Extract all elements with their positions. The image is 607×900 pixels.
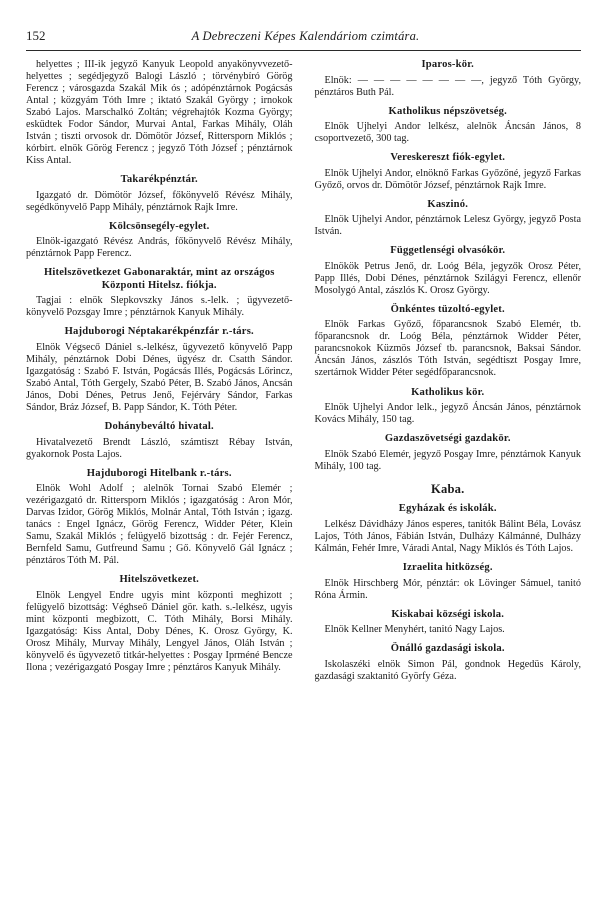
section-heading: Kaszinó. <box>427 198 469 210</box>
body-paragraph: Elnök Ujhelyi Andor, pénztárnok Lelesz György, jegyző Posta István. <box>314 214 581 238</box>
body-paragraph: Elnök-igazgató Révész András, főkönyvelő Révész Mihály, pénztárnok Papp Ferencz. <box>26 236 293 260</box>
section-heading: Önkéntes tüzoltó-egylet. <box>390 303 505 315</box>
body-paragraph: Elnök Farkas Győző, főparancsnok Szabó Elemér, tb. főparancsnok dr. Loóg Béla, pénztárnok Widder Péter, parancsnokok Küzmös József tb. parancsnok, Baksai Sándor. Áncsán János, zászlós Tóth István, segédtiszt Posgay Imre, szertárnok Widder Péter segédfőparancsnok. <box>314 319 581 379</box>
section-heading: Hitelszövetkezet Gabonaraktár, mint az országos Központi Hitelsz. fiókja. <box>43 267 275 291</box>
body-paragraph: Elnök Ujhelyi Andor lelkész, alelnök Áncsán János, 8 csoportvezető, 300 tag. <box>314 121 581 145</box>
section-heading: Kölcsönsegély-egylet. <box>109 220 210 232</box>
section-heading: Dohánybeváltó hivatal. <box>104 421 214 433</box>
section-heading: Függetlenségi olvasókör. <box>390 245 506 257</box>
section-heading: Kaba. <box>430 481 465 496</box>
section-heading: Hajduborogi Hitelbank r.-társ. <box>86 467 232 479</box>
running-title: A Debreczeni Képes Kalendáriom czimtára. <box>191 29 420 43</box>
column-right <box>304 59 582 891</box>
section-heading: Izraelita hitközség. <box>402 562 493 574</box>
body-paragraph: Iskolaszéki elnök Simon Pál, gondnok Hegedüs Károly, gazdasági szaktanitó Györfy Géza. <box>314 658 581 682</box>
body-paragraph: Elnökök Petrus Jenő, dr. Loóg Béla, jegyzők Orosz Péter, Papp Illés, Dobi Dénes, pénztárnok Szilágyi Ferencz, ellenőr Mosolygó Antal, zászlós K. Orosz György. <box>314 260 581 296</box>
body-paragraph: Lelkész Dávidházy János esperes, tanitók Bálint Béla, Lovász Lajos, Tóth János, Fábián István, Dulházy Kálmánné, Dulházy Kálmán, Fehér Imre, Váradi Antal, Nagy Miklós és Tóth Lajos. <box>314 518 581 555</box>
body-paragraph: Hivatalvezető Brendt László, számtiszt Rébay István, gyakornok Posta Lajos. <box>26 436 293 460</box>
section-heading: Katholikus kör. <box>411 386 485 398</box>
body-paragraph: Elnök Végsecő Dániel s.-lelkész, ügyvezető könyvelő Papp Mihály, pénztárnok Dobi Dénes, ügyész dr. Csatth Sándor. Igazgatóság : Szabó F. István, Pogácsás Illés, Pogácsás Lőrincz, Szabó Antal, Tóth Gergely, Szabó Péter, B. Szabó János, Ancsán János, Dobi Dénes, Petrus Jenő, Fejérváry Sándor, Farkas Sándor, Bráz József, B. Papp Sándor, K. Tóth Péter. <box>26 341 293 414</box>
section-heading: Katholikus népszövetség. <box>388 105 507 117</box>
section-heading: Gazdaszövetségi gazdakör. <box>384 433 511 445</box>
body-paragraph: Elnök Wohl Adolf ; alelnök Tornai Szabó Elemér ; vezérigazgató dr. Rittersporn Miklós ; igazgatóság : Aron Mór, Darvas Izidor, Görög Miklós, Molnár Antal, Tóth István ; igazg. tanács : Engel Ignácz, Görög Ferencz, Widder Péter, Klein Samu, Szakál Miklós ; felügyelő bizottság : dr. Fejér Ferencz, Bernfeld Samu, Gutfreund Samu ; Gő. Könyvelő Gál Ignácz ; pénztáros Tóth M. Pál. <box>26 483 293 567</box>
body-paragraph: Elnök: — — — — — — — —, jegyző Tóth György, pénztáros Buth Pál. <box>314 74 581 98</box>
body-paragraph: Elnök Lengyel Endre ugyis mint központi meghizott ; felügyelő bizottság: Véghseő Dániel gör. kath. s.-lelkész, ugyis mint központi megbizott, C. Tóth Mihály, Borsi Mihály. Igazgatóság: Kiss Antal, Doby Dénes, K. Orosz György, K. Orosz Mihály, Murvay Mihály, Lengyel János, Oláh István ; könyvelő és ügyvezető titkár-helyettes : Posgay Iprméné Bencze Ilona ; vezérigazgató Posgay Imre ; pénztáros Kanyuk Mihály. <box>26 589 293 674</box>
page-header <box>26 28 581 48</box>
text-columns <box>26 59 581 891</box>
body-paragraph: helyettes ; III-ik jegyző Kanyuk Leopold anyakönyvvezető-helyettes ; segédjegyző Balogi László ; törvénybíró Görög Ferencz ; városgazda Szakál Mik ós ; adópénztárnok Pogácsás Antal ; közgyám Tóth Imre ; iktató Szakál György ; irnokok Szabó Lajos. Marschalkó Zoltán; végrehajtók Kozma György; esküdtek Fodor Sándor, Murvai Antal, Farkas Mihály, Oláh István ; tiszti orvosok dr. Dömötör József, Rittersporn Miklós ; kórbirt. elnök Görög Ferencz ; jegyző Tóth József ; pénztárnok Kiss Antal. <box>26 59 293 167</box>
column-left <box>26 59 304 891</box>
body-paragraph: Igazgató dr. Dömötör József, főkönyvelő Révész Mihály, segédkönyvelő Papp Mihály, pénztárnok Rajk Imre. <box>26 189 293 213</box>
body-paragraph: Elnök Hirschberg Mór, pénztár: ok Lövinger Sámuel, tanitó Róna Ármin. <box>314 577 581 601</box>
body-paragraph: Elnök Ujhelyi Andor lelk., jegyző Áncsán János, pénztárnok Kovács Mihály, 150 tag. <box>314 402 581 426</box>
section-heading: Hitelszövetkezet. <box>119 574 200 586</box>
section-heading: Kiskabai községi iskola. <box>391 608 505 620</box>
section-heading: Önálló gazdasági iskola. <box>390 643 505 655</box>
header-rule <box>26 50 581 51</box>
body-paragraph: Elnök Ujhelyi Andor, elnöknő Farkas Győzőné, jegyző Farkas Győző, orvos dr. Dömötör József, pénztárnok Rajk Imre. <box>314 167 581 191</box>
section-heading: Takarékpénztár. <box>120 174 198 186</box>
section-heading: Iparos-kör. <box>421 59 475 70</box>
section-heading: Hajduborogi Néptakarékpénzfár r.-társ. <box>64 326 254 338</box>
body-paragraph: Tagjai : elnök Slepkovszky János s.-lelk. ; ügyvezető-könyvelő Pozsgay Imre ; pénztárnok Kanyuk Mihály. <box>26 295 293 319</box>
section-heading: Vereskereszt fiók-egylet. <box>390 152 506 164</box>
body-paragraph: Elnök Kellner Menyhért, tanitó Nagy Lajos. <box>324 624 505 636</box>
page-number: 152 <box>26 28 46 43</box>
body-paragraph: Elnök Szabó Elemér, jegyző Posgay Imre, pénztárnok Kanyuk Mihály, 100 tag. <box>314 448 581 472</box>
section-heading: Egyházak és iskolák. <box>398 503 497 515</box>
